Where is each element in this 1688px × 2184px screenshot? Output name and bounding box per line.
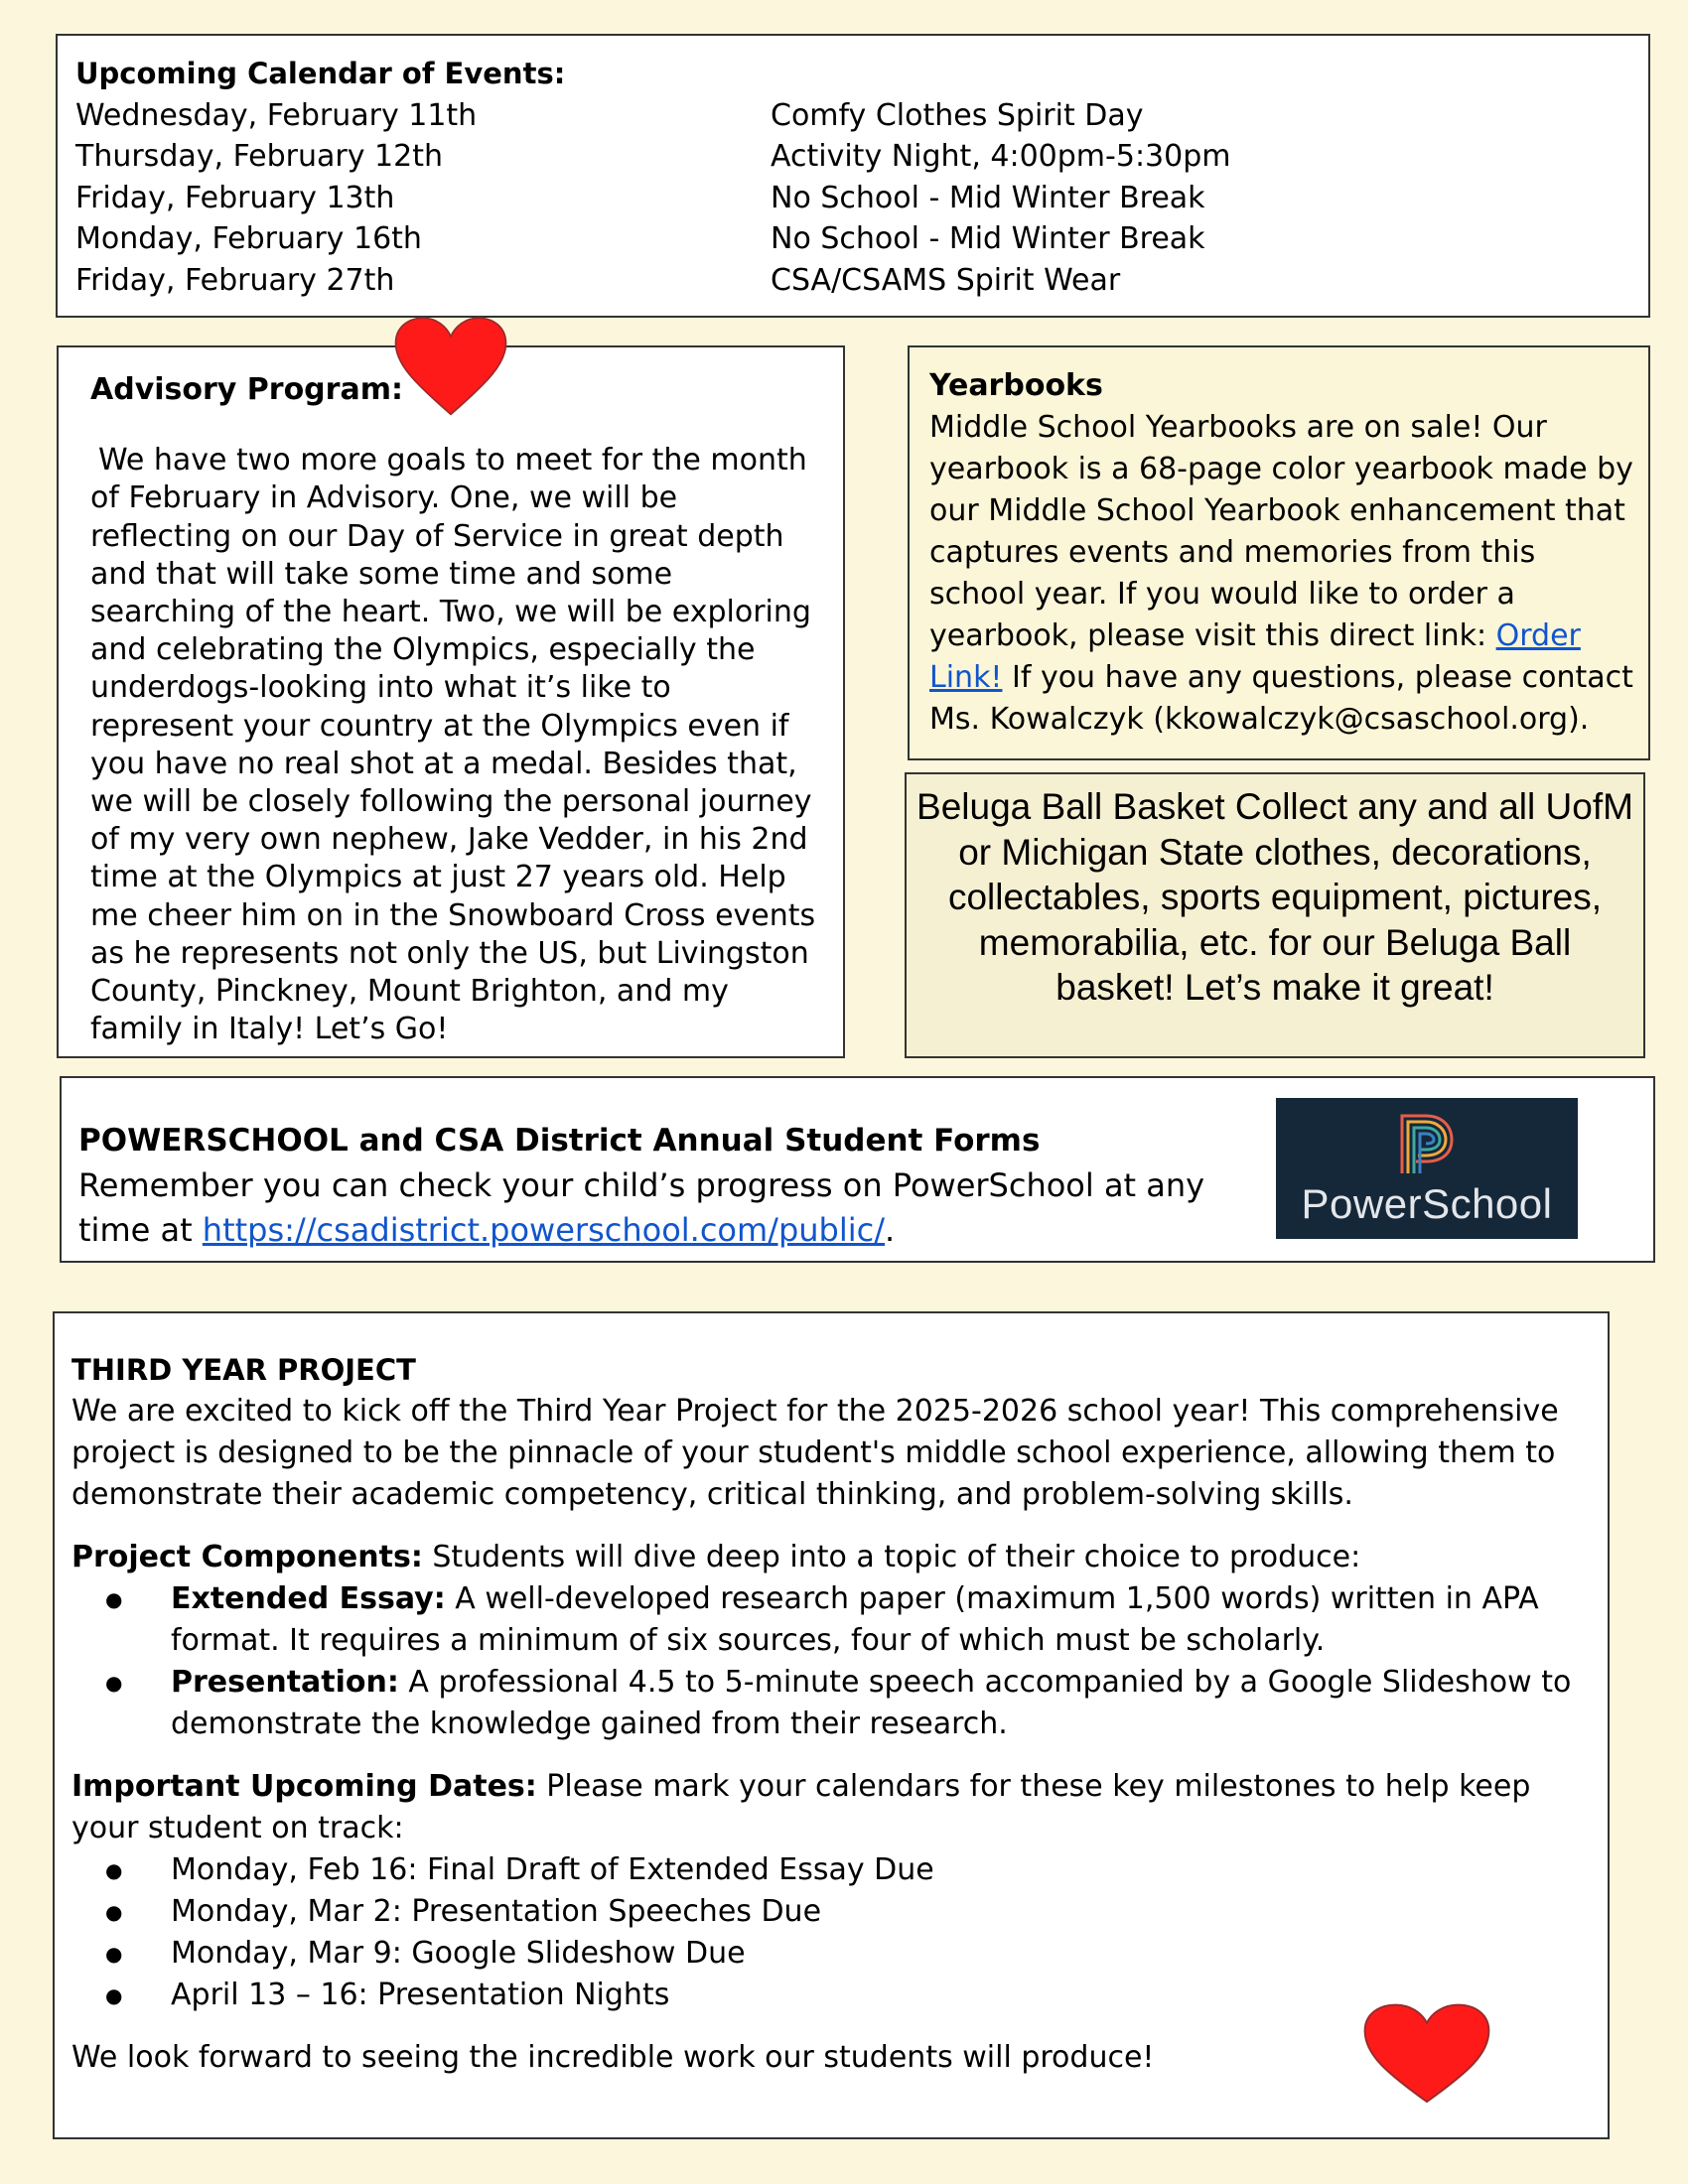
heart-icon: [392, 316, 509, 419]
powerschool-box: [60, 1076, 1655, 1263]
list-item: [71, 1578, 1592, 1662]
calendar-event: Activity Night, 4:00pm-5:30pm: [771, 139, 1231, 174]
advisory-box: [57, 345, 845, 1058]
calendar-date: Wednesday, February 11th: [75, 97, 478, 133]
advisory-body: We have two more goals to meet for the month of February in Advisory. One, we will be reflecting on our Day of Service in great depth and that will take some time and some searching of the heart. Two, we will be exploring and celebrating the Olympics, especially the underdogs-looking into what it’s like to represent your country at the Olympics even if you have no real shot at a medal. Besides that, we will be closely following the personal journey of my very own nephew, Jake Vedder, in his 2nd time at the Olympics at just 27 years old. Help me cheer him on in the Snowboard Cross events as he represents not only the US, but Livingston County, Pinckney, Mount Brighton, and my family in Italy! Let’s Go!: [90, 443, 816, 1047]
beluga-box: [905, 772, 1645, 1058]
dates-paragraph: [71, 1766, 1592, 1849]
dates-label: Important Upcoming Dates:: [71, 1769, 537, 1804]
powerschool-text: Remember you can check your child’s progress on PowerSchool at any time at: [78, 1166, 1205, 1249]
third-year-closing: We look forward to seeing the incredible work our students will produce!: [71, 2040, 1155, 2075]
calendar-event: CSA/CSAMS Spirit Wear: [771, 262, 1121, 298]
components-list: [71, 1578, 1592, 1745]
component-label: Extended Essay:: [171, 1581, 446, 1616]
calendar-event: No School - Mid Winter Break: [771, 221, 1205, 256]
yearbooks-text: Middle School Yearbooks are on sale! Our yearbook is a 68-page color yearbook made by our Middle School Yearbook enhancement that captures events and memories from this school year. If you would like to order a yearbook, please visit this direct link:: [929, 410, 1633, 653]
components-label: Project Components:: [71, 1540, 423, 1574]
calendar-event: Comfy Clothes Spirit Day: [771, 97, 1144, 133]
third-year-title: THIRD YEAR PROJECT: [71, 1353, 416, 1387]
component-text: A professional 4.5 to 5-minute speech accompanied by a Google Slideshow to demonstrate the knowledge gained from their research.: [171, 1665, 1572, 1741]
calendar-box: [56, 34, 1650, 318]
calendar-date: Friday, February 13th: [75, 180, 395, 215]
list-item: ● Monday, Mar 9: Google Slideshow Due: [71, 1933, 1592, 1975]
powerschool-logo-text: PowerSchool: [1301, 1179, 1553, 1227]
yearbooks-contact-text: If you have any questions, please contact Ms. Kowalczyk (kkowalczyk@csaschool.org).: [929, 660, 1633, 737]
third-year-intro: We are excited to kick off the Third Year Project for the 2025-2026 school year! This comprehensive project is designed to be the pinnacle of your student's middle school experience, allowing them to demonstrate their academic competency, critical thinking, and problem-solving skills.: [71, 1394, 1559, 1512]
yearbooks-box: [908, 345, 1650, 760]
list-item: ● April 13 – 16: Presentation Nights: [71, 1975, 1592, 2016]
beluga-text: Beluga Ball Basket Collect any and all UofM or Michigan State clothes, decorations, collectables, sports equipment, pictures, memorabilia, etc. for our Beluga Ball basket! Let’s make it great!: [916, 786, 1633, 1008]
order-link[interactable]: Order Link!: [929, 618, 1581, 695]
powerschool-title: POWERSCHOOL and CSA District Annual Student Forms: [78, 1123, 1041, 1159]
powerschool-logo: [1276, 1098, 1578, 1239]
component-text: A well-developed research paper (maximum 1,500 words) written in APA format. It requires a minimum of six sources, four of which must be scholarly.: [171, 1581, 1539, 1658]
components-paragraph: [71, 1537, 1592, 1578]
powerschool-p-icon: [1396, 1112, 1458, 1175]
calendar-row: [75, 136, 1630, 178]
components-text: Students will dive deep into a topic of their choice to produce:: [422, 1540, 1361, 1574]
calendar-event: No School - Mid Winter Break: [771, 180, 1205, 215]
calendar-title: Upcoming Calendar of Events:: [75, 57, 566, 90]
advisory-title: Advisory Program:: [90, 372, 403, 407]
dates-text: Please mark your calendars for these key milestones to help keep your student on track:: [71, 1769, 1531, 1845]
dates-list: [71, 1849, 1592, 2016]
powerschool-body: [78, 1163, 1220, 1253]
list-item: ● Monday, Mar 2: Presentation Speeches Due: [71, 1891, 1592, 1933]
yearbooks-body: [929, 407, 1634, 741]
calendar-date: Thursday, February 12th: [75, 139, 443, 174]
calendar-row: [75, 218, 1630, 260]
yearbooks-title: Yearbooks: [929, 368, 1103, 403]
calendar-row: [75, 260, 1630, 302]
calendar-row: [75, 178, 1630, 219]
component-label: Presentation:: [171, 1665, 399, 1700]
powerschool-period: .: [885, 1211, 896, 1249]
calendar-date: Monday, February 16th: [75, 221, 422, 256]
calendar-date: Friday, February 27th: [75, 262, 395, 298]
calendar-row: [75, 95, 1630, 137]
powerschool-link[interactable]: https://csadistrict.powerschool.com/public/: [202, 1211, 886, 1249]
list-item: [71, 1662, 1592, 1745]
heart-icon: [1361, 2002, 1492, 2106]
list-item: ● Monday, Feb 16: Final Draft of Extended Essay Due: [71, 1849, 1592, 1891]
